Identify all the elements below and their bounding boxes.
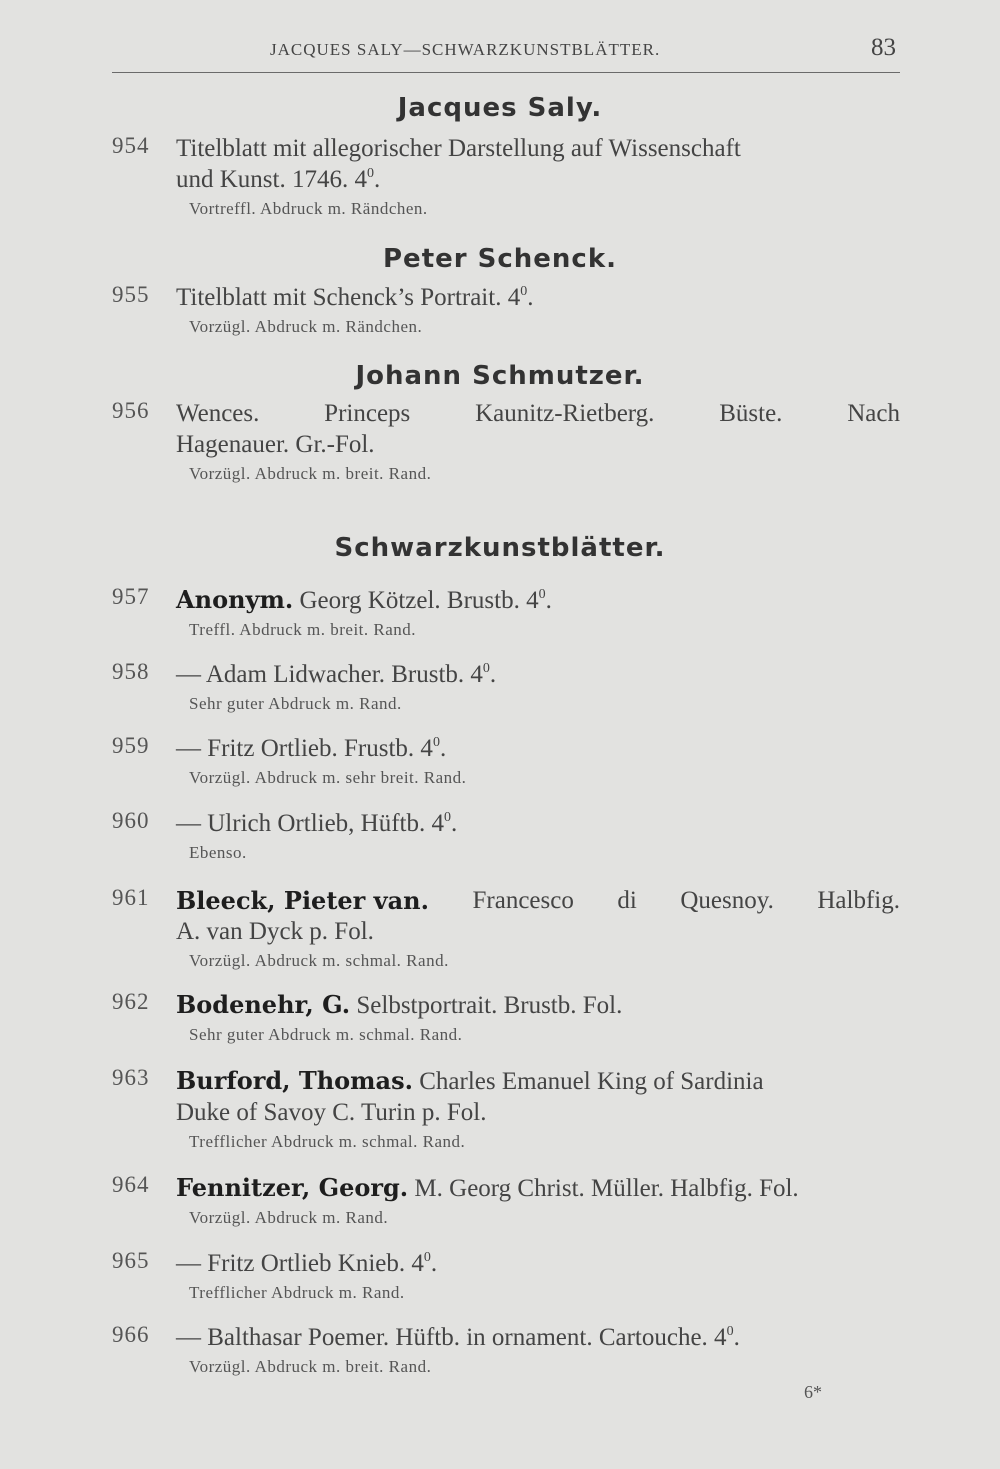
impression-note: Trefflicher Abdruck m. Rand. [189,1283,405,1302]
entry-number: 957 [112,584,150,609]
page-number: 83 [871,34,896,61]
entry-word: Kaunitz-Rietberg. [475,400,655,427]
entry-title [176,282,900,313]
entry-tail: . [430,1250,438,1277]
format-degree: 0 [444,810,452,825]
entry-word: Halbfig. [817,887,900,914]
entry-title [176,659,900,690]
entry-title-continued: Hagenauer. Gr.-Fol. [176,431,375,458]
impression-note: Vorzügl. Abdruck m. sehr breit. Rand. [189,768,467,787]
catalog-entry-964 [112,1172,900,1228]
entry-title [176,584,900,616]
entry-title [176,808,900,839]
entry-text: Titelblatt mit Schenck’s Portrait. 4 [176,284,521,311]
entry-text: Charles Emanuel King of Sardinia [412,1068,764,1095]
entry-number: 963 [112,1065,150,1090]
impression-note: Vorzügl. Abdruck m. schmal. Rand. [189,951,449,970]
entry-tail: . [527,284,534,311]
catalog-entry-966 [112,1322,900,1377]
entry-title-continued [176,164,900,195]
format-degree: 0 [538,587,546,602]
format-degree: 0 [432,735,440,750]
entry-number: 964 [112,1172,150,1197]
running-head [112,34,900,73]
signature-mark: 6* [804,1382,822,1402]
entry-text: und Kunst. 1746. 4 [176,166,367,193]
catalog-entry-955 [112,282,900,337]
entry-tail: . [545,587,552,614]
entry-text: M. Georg Christ. Müller. Halbfig. Fol. [408,1175,799,1202]
section-heading-schenck: Peter Schenck. [383,244,617,274]
entry-tail: . [451,810,458,837]
entry-number: 962 [112,989,150,1014]
entry-tail: . [439,735,447,762]
entry-number: 966 [112,1322,150,1347]
impression-note: Sehr guter Abdruck m. schmal. Rand. [189,1025,463,1044]
entry-word: Francesco [472,887,574,914]
entry-title [176,398,900,429]
format-degree: 0 [482,661,490,676]
section-heading-saly: Jacques Saly. [397,93,603,123]
artist-name: Burford, Thomas. [176,1066,413,1095]
entry-text: — Adam Lidwacher. Brustb. 4 [176,661,483,688]
entry-text: Selbstportrait. Brustb. Fol. [350,992,623,1019]
entry-number: 954 [112,133,150,158]
entry-word: Nach [847,400,900,427]
catalog-entry-960 [112,808,900,863]
format-degree: 0 [423,1250,431,1265]
artist-name: Bleeck, Pieter van. [176,886,429,915]
catalog-entry-956 [112,398,900,484]
entry-number: 961 [112,885,150,910]
entry-tail: . [489,661,497,688]
entry-tail: . [733,1324,740,1351]
catalog-entry-961 [112,885,900,971]
entry-title [176,1248,900,1279]
format-degree: 0 [726,1324,734,1339]
impression-note: Trefflicher Abdruck m. schmal. Rand. [189,1132,466,1151]
impression-note: Ebenso. [189,843,247,862]
impression-note: Sehr guter Abdruck m. Rand. [189,694,402,713]
running-title: JACQUES SALY—SCHWARZKUNSTBLÄTTER. [270,40,661,59]
entry-title [176,1065,900,1097]
format-degree: 0 [366,166,374,181]
entry-text: — Balthasar Poemer. Hüftb. in ornament. Cartouche. 4 [176,1324,727,1351]
catalog-entry-962 [112,989,900,1045]
impression-note: Treffl. Abdruck m. breit. Rand. [189,620,417,639]
entry-title [176,1322,900,1353]
entry-number: 956 [112,398,150,423]
catalog-entry-963 [112,1065,900,1152]
entry-number: 955 [112,282,150,307]
entry-number: 960 [112,808,150,833]
entry-title [176,989,900,1021]
entry-tail: . [373,166,381,193]
artist-name: Fennitzer, Georg. [176,1173,409,1202]
entry-text: Georg Kötzel. Brustb. 4 [293,587,539,614]
format-degree: 0 [520,284,528,299]
entry-title-continued: Duke of Savoy C. Turin p. Fol. [176,1099,487,1126]
impression-note: Vorzügl. Abdruck m. breit. Rand. [189,1357,432,1376]
impression-note: Vorzügl. Abdruck m. Rand. [189,1208,389,1227]
entry-title: Titelblatt mit allegorischer Darstellung auf Wissenschaft [176,135,741,162]
entry-number: 965 [112,1248,150,1273]
artist-name: Bodenehr, G. [176,990,351,1019]
catalog-entry-959 [112,733,900,788]
entry-word: Wences. [176,400,260,427]
entry-title [176,1172,900,1204]
entry-word: Princeps [324,400,411,427]
entry-text: — Fritz Ortlieb. Frustb. 4 [176,735,433,762]
catalog-entry-965 [112,1248,900,1303]
section-heading-schmutzer: Johann Schmutzer. [355,361,645,391]
catalog-entry-958 [112,659,900,714]
impression-note: Vorzügl. Abdruck m. breit. Rand. [189,464,432,483]
entry-word: Quesnoy. [680,887,774,914]
entry-number: 959 [112,733,150,758]
artist-name: Anonym. [176,585,294,614]
entry-word: Büste. [719,400,783,427]
entry-title [176,885,900,916]
entry-word: di [617,887,637,914]
entry-title-continued: A. van Dyck p. Fol. [176,918,374,945]
impression-note: Vortreffl. Abdruck m. Rändchen. [189,199,428,218]
impression-note: Vorzügl. Abdruck m. Rändchen. [189,317,423,336]
section-heading-schwarzkunst: Schwarzkunstblätter. [334,533,666,563]
entry-number: 958 [112,659,150,684]
catalog-entry-957 [112,584,900,640]
entry-text: — Ulrich Ortlieb, Hüftb. 4 [176,810,445,837]
entry-text: — Fritz Ortlieb Knieb. 4 [176,1250,424,1277]
entry-title [176,733,900,764]
catalog-entry-954 [112,133,900,219]
